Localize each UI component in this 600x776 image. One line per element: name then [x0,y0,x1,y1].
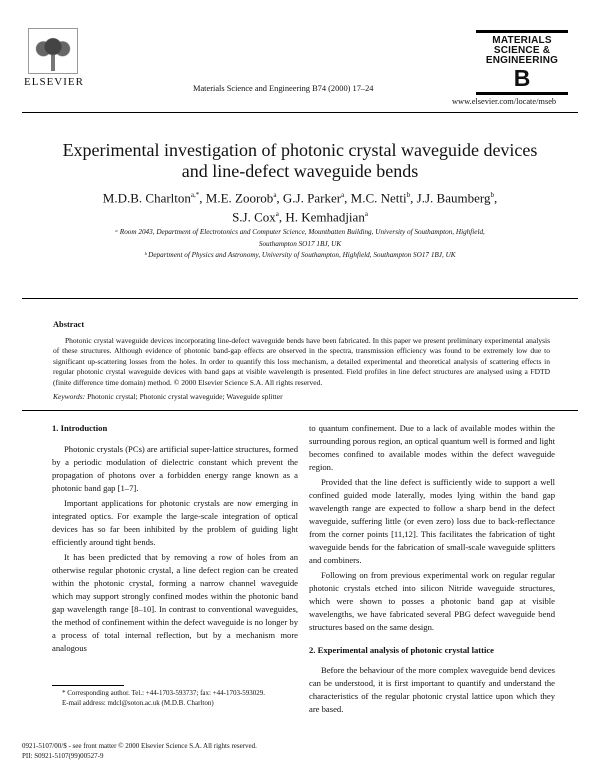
author-affil-mark: b [406,191,411,199]
brand-rule-bottom [476,92,568,95]
elsevier-tree-icon [28,28,78,74]
affiliations [40,227,560,262]
author-list [40,187,560,226]
footnote [52,688,298,708]
author-sep: , [278,209,286,225]
author-affil-mark: a [273,191,277,199]
body-column-left [52,422,298,657]
affiliation-line: Southampton SO17 1BJ, UK [258,239,342,248]
author-name: M.E. Zoorob [205,190,274,206]
abstract-divider-top [22,298,578,299]
affiliation-line: ᵃ Room 2043, Department of Electrotonics and Computer Science, Mountbatten Building, University of Southampton, Highfield, [115,228,485,236]
brand-rule-top [476,30,568,33]
author-sep: , [410,190,417,206]
author-name: M.D.B. Charlton [102,190,191,206]
footnote-divider [52,685,124,686]
keywords [53,392,550,401]
copyright-meta [22,741,257,761]
brand-title-line: MATERIALS [492,35,552,46]
author-affil-mark: a [275,210,279,219]
author-line [40,206,560,225]
email-note: E-mail address: mdcl@soton.ac.uk (M.D.B. Charlton) [62,699,214,707]
header-divider [22,112,578,113]
section-heading: 2. Experimental analysis of photonic crystal lattice [309,644,494,655]
body-paragraph: Following on from previous experimental work on regular regular photonic crystals etched into silicon Nitride waveguide structures, which were shown to posses a photonic band gap at visible wavelengths, we have fabricated several PBG defect waveguide bend structures based on the same design. [309,569,555,632]
body-paragraph: Photonic crystals (PCs) are artificial super-lattice structures, formed by a periodic modulation of dielectric constant which prevent the propagation of photons over a forbidden energy range known as a photonic band gap [1–7]. [52,443,298,493]
body-column-right [309,422,555,719]
body-paragraph: Important applications for photonic crystals are now emerging in integrated optics. For example the large-scale integration of optical devices has so far been inhibited by the problem of guiding light efficiently around tight bends. [52,498,298,547]
author-affil-mark: a,* [190,191,200,199]
author-sep: , [493,190,498,206]
title-line: Experimental investigation of photonic crystal waveguide devices [62,140,538,160]
body-paragraph: Provided that the line defect is sufficiently wide to support a well confined guided mode laterally, modes lying within the band gap wavelength range are expected to follow a sharp bend in the defect waveguide, suffering little (or even zero) loss due to back-reflectance from the corner points [11,12]. This facilitates the fabrication of tight waveguide bends for the fabrication of small-scale waveguide splitters and combiners. [309,477,555,565]
journal-url[interactable]: www.elsevier.com/locate/mseb [452,97,557,106]
pii-line: PII: S0921-5107(99)00527-9 [22,752,104,760]
brand-title-line: SCIENCE & [493,45,551,56]
abstract-heading: Abstract [53,320,85,329]
abstract-divider-bottom [22,410,578,411]
author-affil-mark: a [364,210,368,219]
abstract-text: Photonic crystal waveguide devices incorporating line-defect waveguide bends have been fabricated. In this paper we present preliminary experimental analysis of these structures. Although evidence of photonic band-gap effects are observed in the spectra, transmission efficiency was found to be extremely low due to significant up-scattering losses from the holes. In order to quantify this loss mechanism, a detailed experimental and theoretical analysis of scattering effects in regular photonic crystal waveguide devices with band gaps at visible wavelength is presented. Field profiles in line defect structures are analysed using a FDTD (finite difference time domain) method. © 2000 Elsevier Science S.A. All rights reserved. [53,336,550,387]
paper-title [40,140,560,182]
author-name: J.J. Baumberg [416,190,491,206]
brand-title-line: ENGINEERING [485,55,559,66]
brand-title [470,36,574,66]
section-heading: 1. Introduction [52,423,108,433]
affiliation-line: ᵇ Department of Physics and Astronomy, University of Southampton, Highfield, Southampton SO17 1BJ, UK [144,251,456,259]
body-paragraph: It has been predicted that by removing a row of holes from an otherwise regular photonic crystal, a line defect region can be created within the photonic crystal, forming a narrow channel waveguide which may support strongly confined modes within the photonic band gap wavelength range [8–10]. In contrast to conventional waveguides, the method of confinement within the defect waveguide is no longer by a process of total internal reflection, but by a mechanism more analogous [52,552,298,653]
author-sep: , [276,190,283,206]
journal-citation: Materials Science and Engineering B74 (2000) 17–24 [193,84,374,93]
author-name: H. Kemhadjian [285,209,365,225]
author-name: G.J. Parker [282,190,342,206]
title-line: and line-defect waveguide bends [181,161,419,181]
publisher-name: ELSEVIER [24,76,84,88]
copyright-line: 0921-5107/00/$ - see front matter © 2000 Elsevier Science S.A. All rights reserved. [22,742,257,750]
corresponding-author-note: * Corresponding author. Tel.: +44-1703-593737; fax: +44-1703-593029. [62,689,266,697]
elsevier-logo [20,28,88,88]
author-name: S.J. Cox [232,209,276,225]
author-sep: , [344,190,351,206]
author-sep: , [199,190,206,206]
keywords-list: Photonic crystal; Photonic crystal waveguide; Waveguide splitter [87,392,283,401]
author-line [40,187,560,206]
keywords-label: Keywords: [53,392,86,401]
brand-letter: B [513,65,531,91]
author-affil-mark: a [341,191,345,199]
author-affil-mark: b [490,191,494,199]
body-paragraph: to quantum confinement. Due to a lack of available modes within the surrounding porous region, an optical quantum well is formed and light becomes confined to available modes within the defect waveguide region. [309,423,555,472]
body-paragraph: Before the behaviour of the more complex waveguide bend devices can be understood, it is first important to quantify and understand the characteristics of the regular photonic crystal lattice upon which they are based. [309,665,555,715]
author-name: M.C. Netti [350,190,407,206]
journal-brand-logo [470,30,574,95]
